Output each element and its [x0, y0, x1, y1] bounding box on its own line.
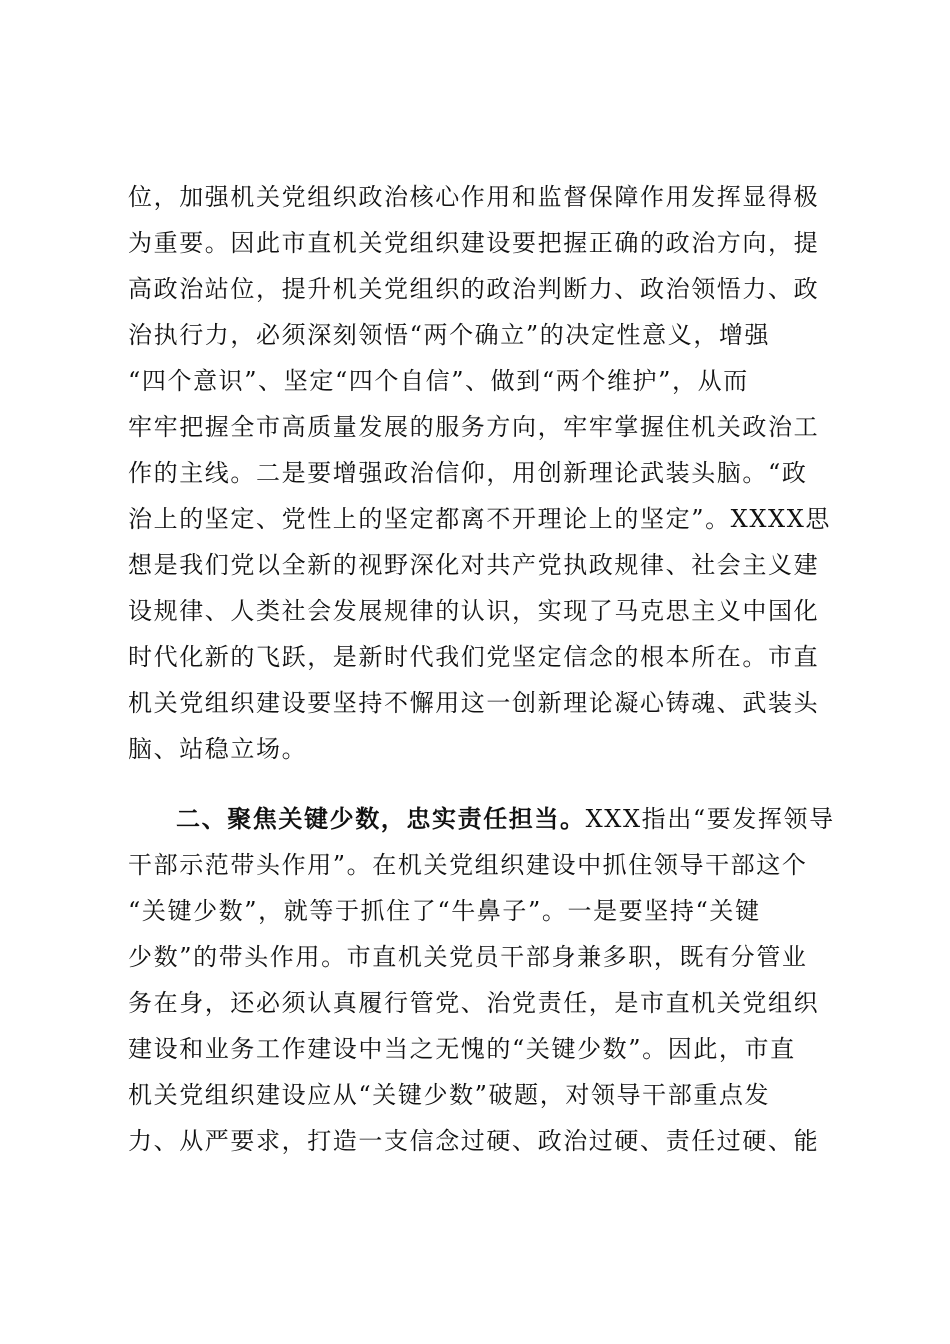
paragraph-line: 想是我们党以全新的视野深化对共产党执政规律、社会主义建: [128, 551, 820, 579]
paragraph-line: 机关党组织建设应从“关键少数”破题，对领导干部重点发: [128, 1081, 771, 1109]
section-heading: 二、聚焦关键少数，忠实责任担当。: [176, 804, 586, 833]
paragraph-line: 牢牢把握全市高质量发展的服务方向，牢牢掌握住机关政治工: [128, 413, 820, 441]
section-heading-continuation: XXX指出“要发挥领导: [585, 805, 835, 833]
paragraph-line: 少数”的带头作用。市直机关党员干部身兼多职，既有分管业: [128, 943, 808, 971]
paragraph-line: 时代化新的飞跃，是新时代我们党坚定信念的根本所在。市直: [128, 643, 820, 671]
paragraph-line: 位，加强机关党组织政治核心作用和监督保障作用发挥显得极: [128, 183, 820, 211]
paragraph-line: “四个意识”、坚定“四个自信”、做到“两个维护”，从而: [128, 367, 749, 395]
paragraph-line: 务在身，还必须认真履行管党、治党责任，是市直机关党组织: [128, 989, 820, 1017]
paragraph-line: 设规律、人类社会发展规律的认识，实现了马克思主义中国化: [128, 597, 820, 625]
paragraph-line: 作的主线。二是要增强政治信仰，用创新理论武装头脑。“政: [128, 459, 808, 487]
section-first-line: [128, 804, 876, 834]
paragraph-line: 干部示范带头作用”。在机关党组织建设中抓住领导干部这个: [128, 851, 808, 879]
paragraph-line: 力、从严要求，打造一支信念过硬、政治过硬、责任过硬、能: [128, 1127, 820, 1155]
paragraph-line: 治执行力，必须深刻领悟“两个确立”的决定性意义，增强: [128, 321, 771, 349]
paragraph-line: 治上的坚定、党性上的坚定都离不开理论上的坚定”。XXXX思: [128, 505, 832, 533]
paragraph-line: 为重要。因此市直机关党组织建设要把握正确的政治方向，提: [128, 229, 820, 257]
paragraph-line: “关键少数”，就等于抓住了“牛鼻子”。一是要坚持“关键: [128, 897, 761, 925]
paragraph-line: 建设和业务工作建设中当之无愧的“关键少数”。因此，市直: [128, 1035, 796, 1063]
paragraph-line: 机关党组织建设要坚持不懈用这一创新理论凝心铸魂、武装头: [128, 689, 820, 717]
paragraph-line: 脑、站稳立场。: [128, 735, 308, 763]
paragraph-line: 高政治站位，提升机关党组织的政治判断力、政治领悟力、政: [128, 275, 820, 303]
